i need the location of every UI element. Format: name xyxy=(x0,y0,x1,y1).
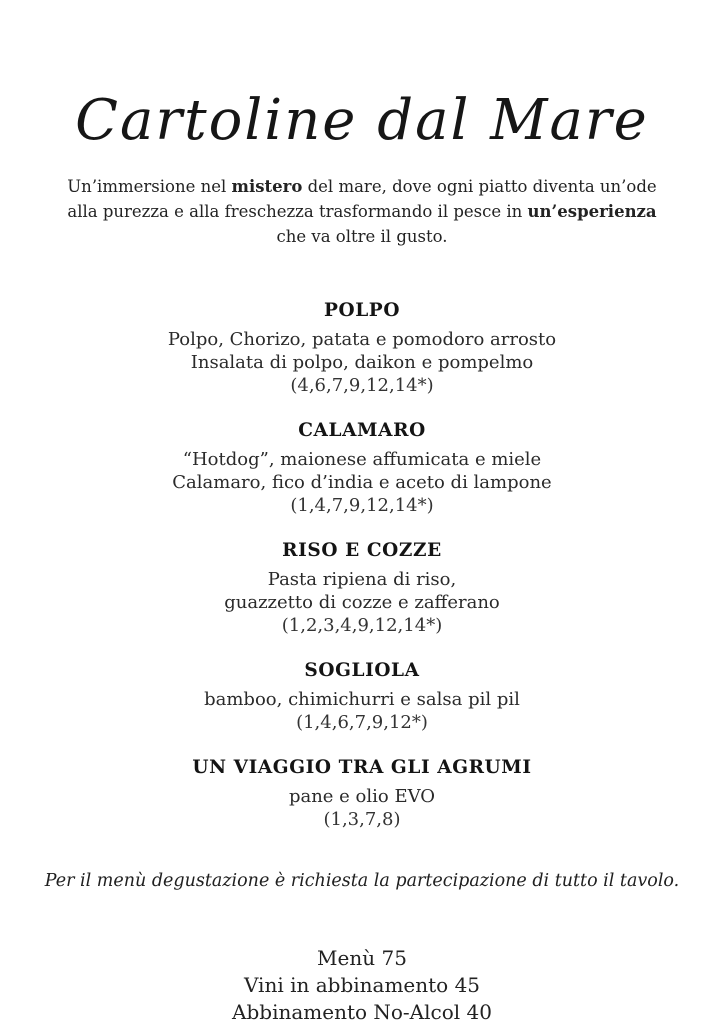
menu-section xyxy=(0,539,724,637)
dish-description: pane e olio EVO xyxy=(288,786,436,807)
intro-paragraph xyxy=(59,174,665,249)
table-note: Per il menù degustazione è richiesta la partecipazione di tutto il tavolo. xyxy=(44,871,680,891)
menu-sections xyxy=(0,299,724,831)
dish-description: bamboo, chimichurri e salsa pil pil xyxy=(204,689,520,710)
dish-description: Pasta ripiena di riso, xyxy=(267,569,457,590)
allergen-codes: (1,4,7,9,12,14*) xyxy=(290,495,434,516)
section-title: UN VIAGGIO TRA GLI AGRUMI xyxy=(192,757,532,778)
intro-bold-text: un’esperienza xyxy=(527,202,657,221)
price-line: Abbinamento No-Alcol 40 xyxy=(232,1000,492,1024)
intro-text: che va oltre il gusto. xyxy=(276,227,448,246)
intro-text: del mare, dove ogni piatto diventa un’ode alla purezza e alla freschezza trasformando il pesce in xyxy=(67,177,657,221)
menu-section xyxy=(0,299,724,397)
dish-description: Calamaro, fico d’india e aceto di lampone xyxy=(172,472,552,493)
section-title: CALAMARO xyxy=(298,420,426,441)
allergen-codes: (1,3,7,8) xyxy=(323,809,401,830)
section-title: SOGLIOLA xyxy=(304,660,420,681)
allergen-codes: (4,6,7,9,12,14*) xyxy=(290,375,434,396)
allergen-codes: (1,4,6,7,9,12*) xyxy=(296,712,428,733)
intro-bold-text: mistero xyxy=(231,177,303,196)
dish-description: “Hotdog”, maionese affumicata e miele xyxy=(182,449,542,470)
menu-section xyxy=(0,659,724,734)
menu-title: Cartoline dal Mare xyxy=(75,88,649,153)
intro-text: Un’immersione nel xyxy=(67,177,232,196)
dish-description: Insalata di polpo, daikon e pompelmo xyxy=(190,352,534,373)
allergen-codes: (1,2,3,4,9,12,14*) xyxy=(281,615,443,636)
menu-section xyxy=(0,419,724,517)
price-line: Menù 75 xyxy=(317,946,407,970)
section-title: POLPO xyxy=(323,300,401,321)
dish-description: Polpo, Chorizo, patata e pomodoro arrosto xyxy=(167,329,557,350)
price-line: Vini in abbinamento 45 xyxy=(243,973,481,997)
menu-section xyxy=(0,756,724,831)
dish-description: guazzetto di cozze e zafferano xyxy=(224,592,500,613)
pricing xyxy=(0,945,724,1024)
section-title: RISO E COZZE xyxy=(282,540,442,561)
